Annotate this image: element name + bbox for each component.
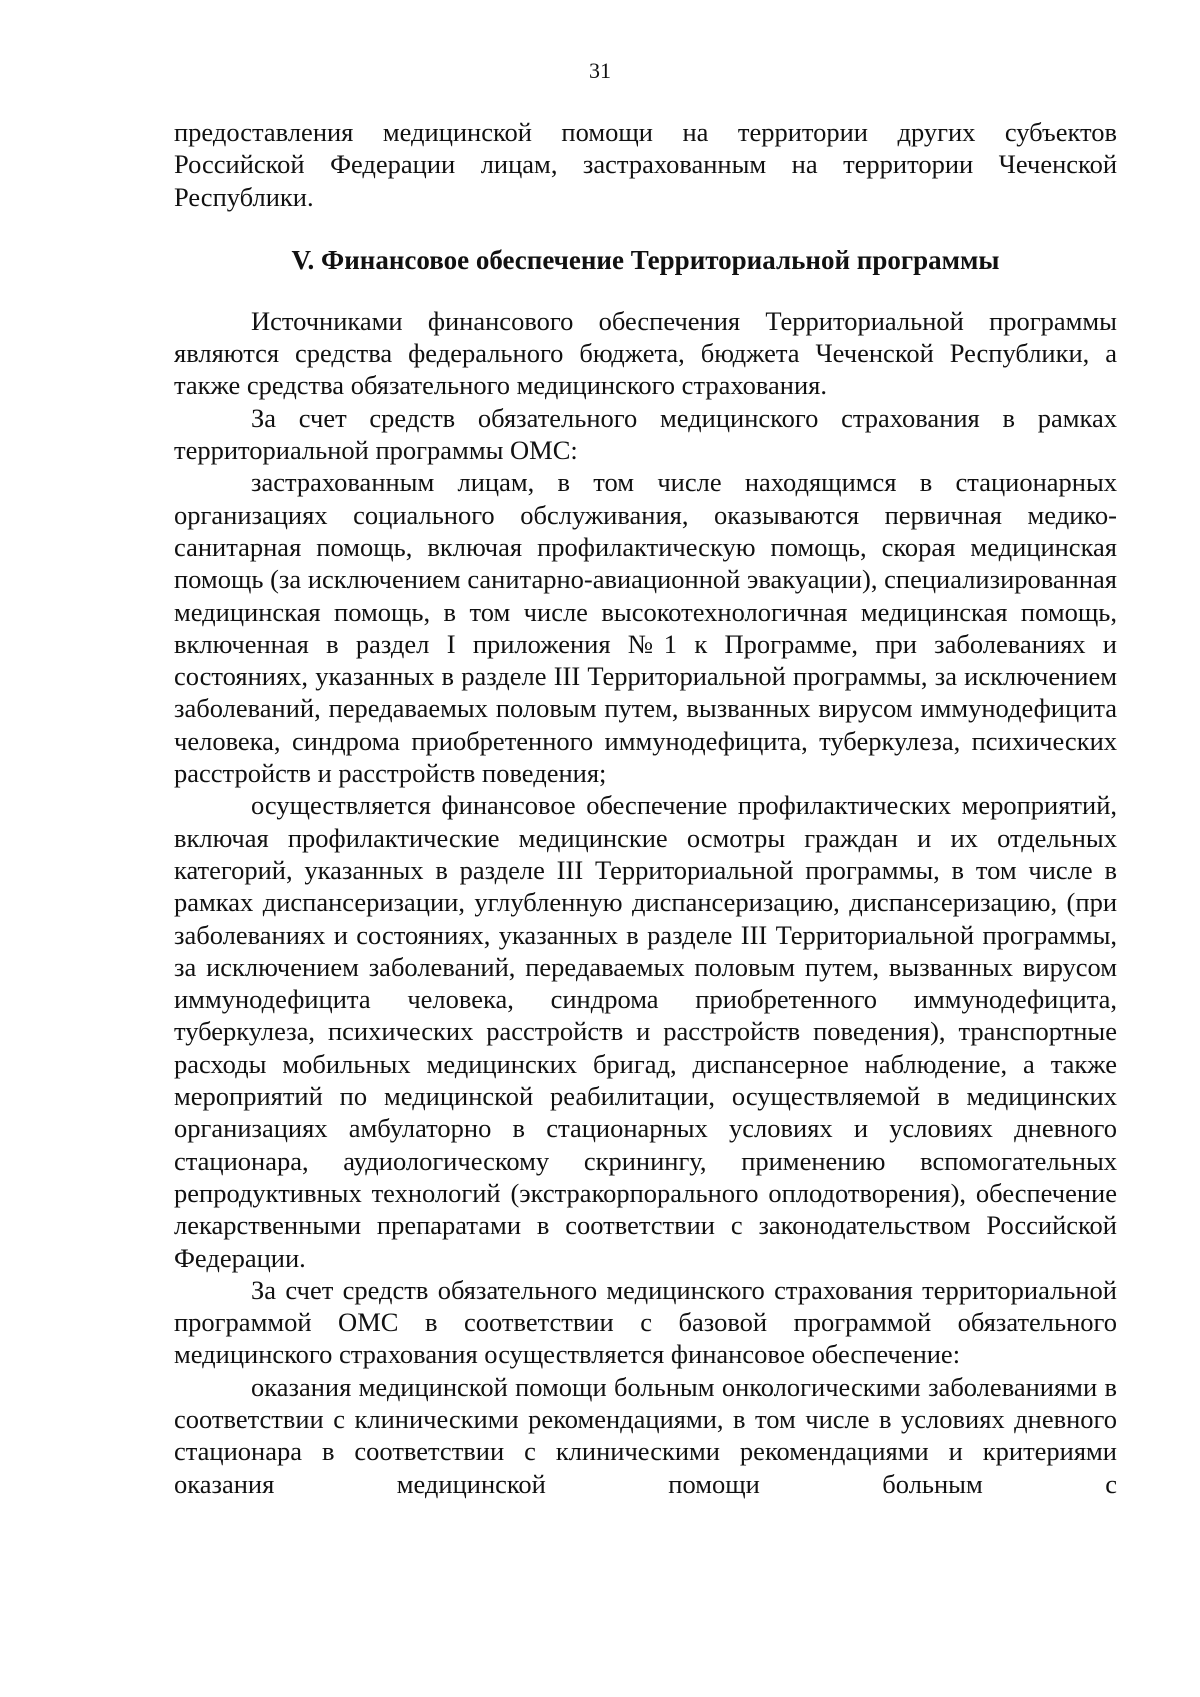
paragraph-oncology: оказания медицинской помощи больным онкологическими заболеваниями в соответствии с клиническими рекомендациями, в том числе в условиях дневного стационара в соответствии с клиническими рекомендациями и критериями оказания медицинской помощи больным с — [174, 1371, 1117, 1499]
paragraph-funding-sources: Источниками финансового обеспечения Территориальной программы являются средства федерального бюджета, бюджета Чеченской Республики, а также средства обязательного медицинского страхования. — [174, 305, 1117, 401]
paragraph-base-program: За счет средств обязательного медицинского страхования территориальной программой ОМС в соответствии с базовой программой обязательного медицинского страхования осуществляется финансовое обеспечение: — [174, 1274, 1117, 1370]
section-heading: V. Финансовое обеспечение Территориальной программы — [291, 244, 1000, 275]
document-body — [174, 116, 1117, 1500]
page-number: 31 — [589, 58, 611, 83]
paragraph-continuation: предоставления медицинской помощи на территории других субъектов Российской Федерации лицам, застрахованным на территории Чеченской Республики. — [174, 117, 1117, 212]
paragraph-oms-intro: За счет средств обязательного медицинского страхования в рамках территориальной программы ОМС: — [174, 402, 1117, 466]
paragraph-insured-persons: застрахованным лицам, в том числе находящимся в стационарных организациях социального обслуживания, оказываются первичная медико-санитарная помощь, включая профилактическую помощь, скорая медицинская помощь (за исключением санитарно-авиационной эвакуации), специализированная медицинская помощь, в том числе высокотехнологичная медицинская помощь, включенная в раздел I приложения №1 к Программе, при заболеваниях и состояниях, указанных в разделе III Территориальной программы, за исключением заболеваний, передаваемых половым путем, вызванных вирусом иммунодефицита человека, синдрома приобретенного иммунодефицита, туберкулеза, психических расстройств и расстройств поведения; — [174, 467, 1117, 789]
paragraph-preventive-measures: осуществляется финансовое обеспечение профилактических мероприятий, включая профилактические медицинские осмотры граждан и их отдельных категорий, указанных в разделе III Территориальной программы, в том числе в рамках диспансеризации, углубленную диспансеризацию, диспансеризацию, (при заболеваниях и состояниях, указанных в разделе III Территориальной программы, за исключением заболеваний, передаваемых половым путем, вызванных вирусом иммунодефицита человека, синдрома приобретенного иммунодефицита, туберкулеза, психических расстройств и расстройств поведения), транспортные расходы мобильных медицинских бригад, диспансерное наблюдение, а также мероприятий по медицинской реабилитации, осуществляемой в медицинских организациях амбулаторно в стационарных условиях и условиях дневного стационара, аудиологическому скринингу, применению вспомогательных репродуктивных технологий (экстракорпорального оплодотворения), обеспечение лекарственными препаратами в соответствии с законодательством Российской Федерации. — [174, 790, 1117, 1273]
